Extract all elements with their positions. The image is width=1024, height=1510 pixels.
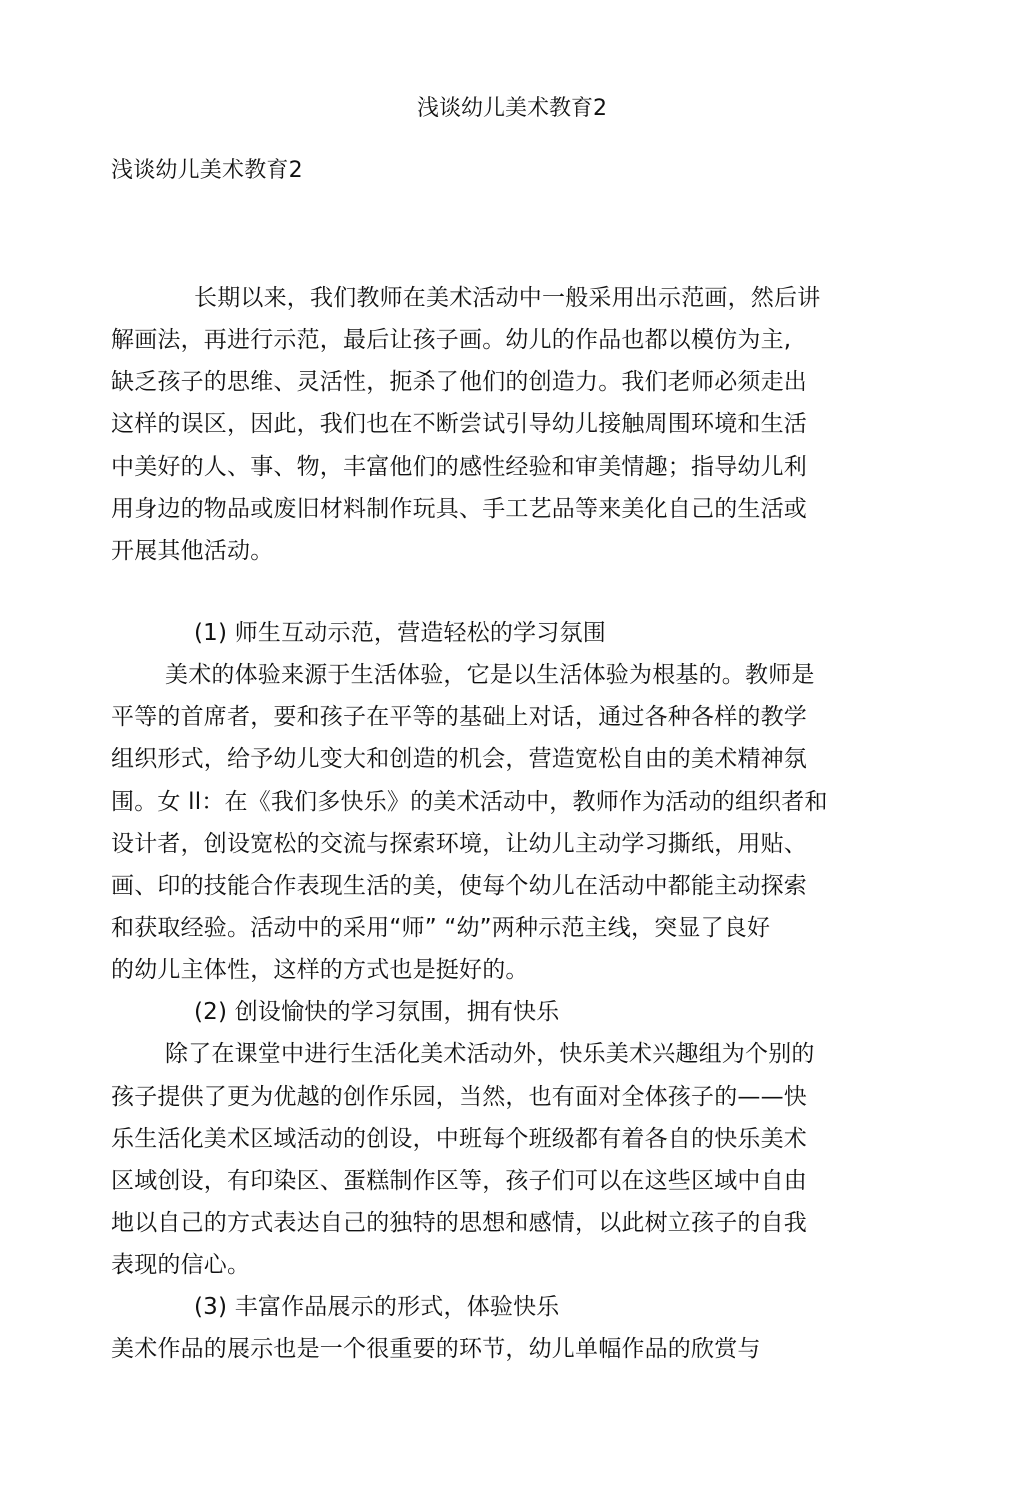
section-line: 美术作品的展示也是一个很重要的环节，幼儿单幅作品的欣赏与 — [111, 1336, 761, 1362]
section-line: 画、印的技能合作表现生活的美，使每个幼儿在活动中都能主动探索 — [111, 873, 807, 899]
intro-line: 解画法，再进行示范，最后让孩子画。幼儿的作品也都以模仿为主, — [111, 327, 792, 353]
section-line: 平等的首席者，要和孩子在平等的基础上对话，通过各种各样的教学 — [111, 704, 807, 730]
section-line: 孩子提供了更为优越的创作乐园，当然，也有面对全体孩子的——快 — [111, 1084, 807, 1110]
section-line: 区域创设，有印染区、蛋糕制作区等，孩子们可以在这些区域中自由 — [111, 1168, 807, 1194]
document-subtitle: 浅谈幼儿美术教育2 — [111, 158, 303, 183]
section-line: 美术的体验来源于生活体验，它是以生活体验为根基的。教师是 — [165, 662, 815, 688]
intro-line: 中美好的人、事、物，丰富他们的感性经验和审美情趣；指导幼儿利 — [111, 454, 807, 480]
section-heading: (3) 丰富作品展示的形式，体验快乐 — [194, 1294, 560, 1320]
section-line: 地以自己的方式表达自己的独特的思想和感情，以此树立孩子的自我 — [111, 1210, 807, 1236]
section-heading: (2) 创设愉快的学习氛围，拥有快乐 — [194, 999, 560, 1025]
section-line: 和获取经验。活动中的采用“师” “幼”两种示范主线，突显了良好 — [111, 915, 771, 941]
section-heading: (1) 师生互动示范，营造轻松的学习氛围 — [194, 620, 606, 646]
section-line: 的幼儿主体性，这样的方式也是挺好的。 — [111, 957, 529, 983]
intro-line: 长期以来，我们教师在美术活动中一般采用出示范画，然后讲 — [194, 285, 821, 311]
intro-line: 开展其他活动。 — [111, 538, 274, 564]
intro-line: 用身边的物品或废旧材料制作玩具、手工艺品等来美化自己的生活或 — [111, 496, 807, 522]
section-line: 乐生活化美术区域活动的创设，中班每个班级都有着各自的快乐美术 — [111, 1126, 807, 1152]
section-line: 组织形式，给予幼儿变大和创造的机会，营造宽松自由的美术精神氛 — [111, 746, 807, 772]
intro-line: 缺乏孩子的思维、灵活性，扼杀了他们的创造力。我们老师必须走出 — [111, 369, 807, 395]
intro-line: 这样的误区，因此，我们也在不断尝试引导幼儿接触周围环境和生活 — [111, 411, 807, 437]
section-line: 除了在课堂中进行生活化美术活动外，快乐美术兴趣组为个别的 — [165, 1041, 815, 1067]
document-title: 浅谈幼儿美术教育2 — [417, 96, 607, 121]
section-line: 表现的信心。 — [111, 1252, 251, 1278]
section-line: 设计者，创设宽松的交流与探索环境，让幼儿主动学习撕纸，用贴、 — [111, 831, 807, 857]
section-line: 围。女 ll：在《我们多快乐》的美术活动中，教师作为活动的组织者和 — [111, 789, 828, 815]
